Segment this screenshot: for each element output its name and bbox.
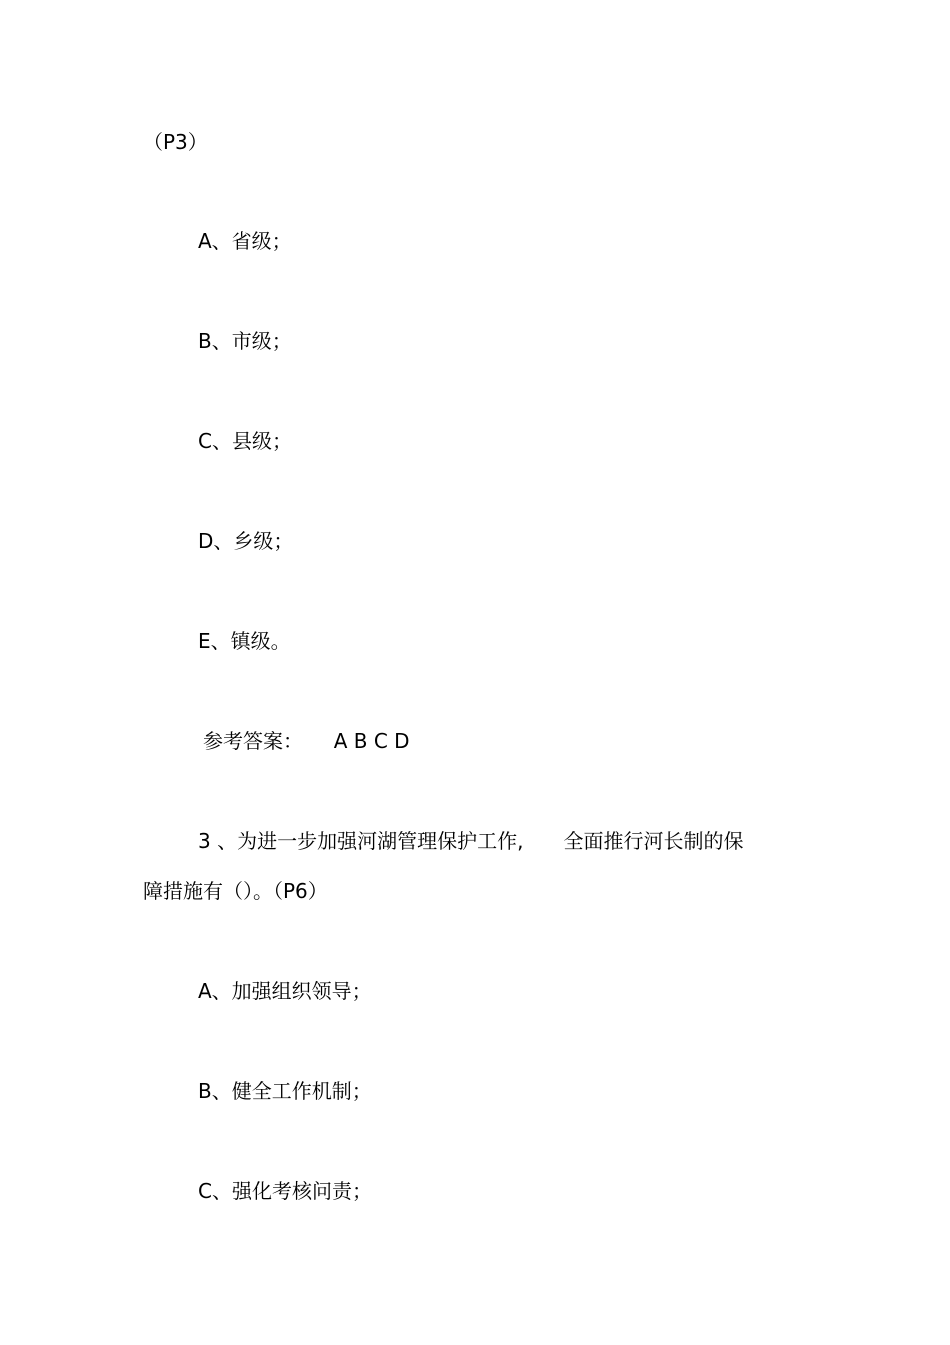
option-c: C、县级； bbox=[198, 429, 292, 453]
answer-value: A B C D bbox=[333, 729, 410, 753]
option-b: B、市级； bbox=[198, 329, 292, 353]
q3-option-c: C、强化考核问责； bbox=[198, 1179, 372, 1203]
option-e: E、镇级。 bbox=[198, 629, 291, 653]
question-stem-part1: 3 、为进一步加强河湖管理保护工作, bbox=[198, 829, 524, 853]
answer-line bbox=[203, 729, 410, 753]
answer-label: 参考答案： bbox=[203, 729, 303, 753]
question-stem-line2: 障措施有（）。（P6） bbox=[143, 879, 328, 903]
question-stem-line1 bbox=[198, 829, 743, 853]
page-reference: （P3） bbox=[143, 130, 208, 154]
question-stem-part2: 全面推行河长制的保 bbox=[563, 829, 744, 853]
option-d: D、乡级； bbox=[198, 529, 294, 553]
q3-option-a: A、加强组织领导； bbox=[198, 979, 372, 1003]
q3-option-b: B、健全工作机制； bbox=[198, 1079, 372, 1103]
option-a: A、省级； bbox=[198, 229, 292, 253]
